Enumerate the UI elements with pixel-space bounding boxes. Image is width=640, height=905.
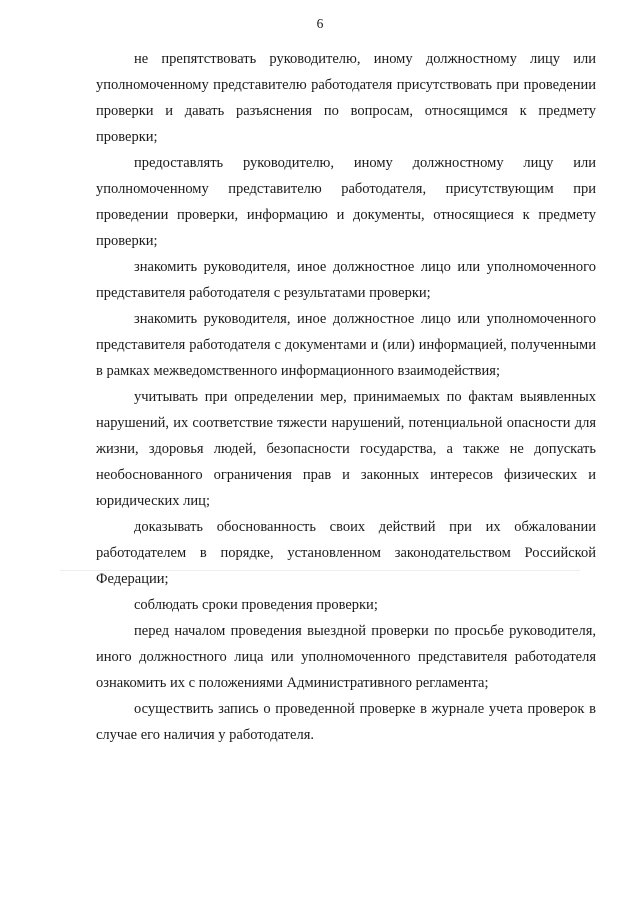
scan-artifact (60, 570, 580, 571)
paragraph-9: осуществить запись о проведенной проверке в журнале учета проверок в случае его наличия у работодателя. (96, 701, 596, 743)
paragraph-8: перед началом проведения выездной проверки по просьбе руководителя, иного должностного лица или уполномоченного представителя работодателя ознакомить их с положениями Административного регламента; (96, 623, 596, 691)
paragraph-4: знакомить руководителя, иное должностное лицо или уполномоченного представителя работодателя с документами и (или) информацией, полученными в рамках межведомственного информационного взаимодействия; (96, 311, 596, 379)
paragraph-7: соблюдать сроки проведения проверки; (134, 597, 378, 613)
paragraph-3: знакомить руководителя, иное должностное лицо или уполномоченного представителя работодателя с результатами проверки; (96, 259, 596, 301)
page-number: 6 (316, 16, 324, 31)
paragraph-2: предоставлять руководителю, иному должностному лицу или уполномоченному представителю работодателя, присутствующим при проведении проверки, информацию и документы, относящиеся к предмету проверки; (96, 155, 596, 249)
document-body (96, 46, 596, 748)
paragraph-5: учитывать при определении мер, принимаемых по фактам выявленных нарушений, их соответствие тяжести нарушений, потенциальной опасности для жизни, здоровья людей, безопасности государства, а также не допускать необоснованного ограничения прав и законных интересов физических и юридических лиц; (96, 389, 596, 509)
paragraph-6: доказывать обоснованность своих действий при их обжаловании работодателем в порядке, установленном законодательством Российской Федерации; (96, 519, 596, 587)
paragraph-1: не препятствовать руководителю, иному должностному лицу или уполномоченному представителю работодателя присутствовать при проведении проверки и давать разъяснения по вопросам, относящимся к предмету проверки; (96, 51, 596, 145)
